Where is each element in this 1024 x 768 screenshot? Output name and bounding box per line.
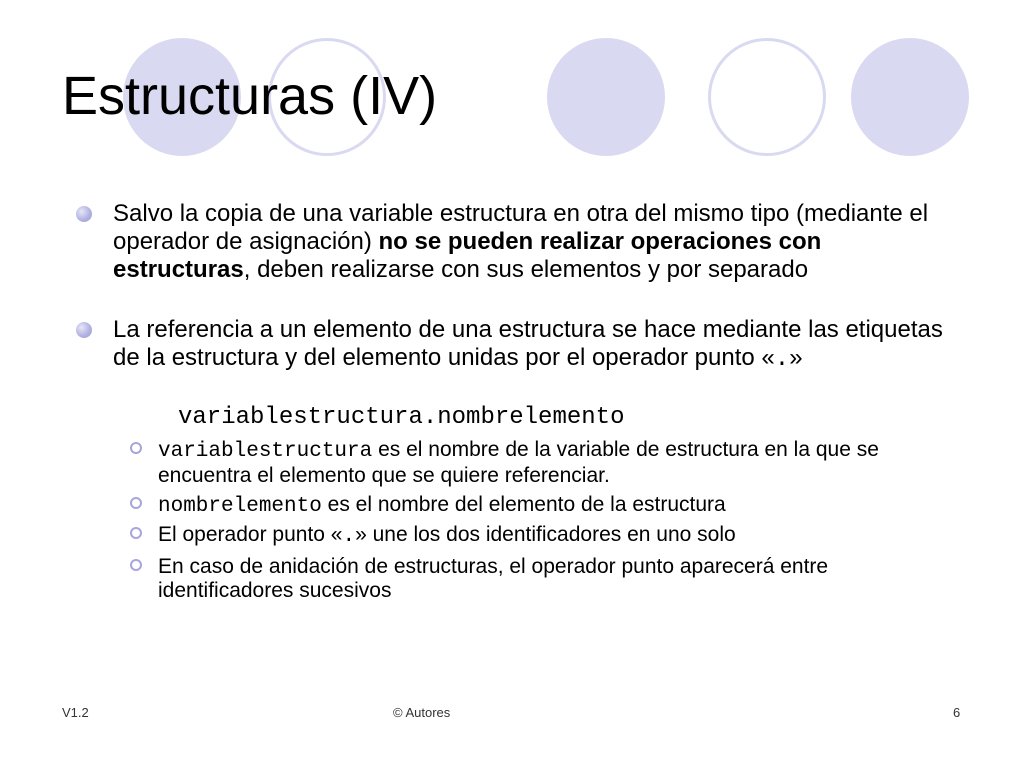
sub-bullet-text: es el nombre del elemento de la estructura (321, 493, 726, 516)
sub-bullet-dot-joins (158, 523, 948, 549)
dot-symbol: . (342, 525, 356, 548)
decor-circle-4 (708, 38, 826, 156)
sub-bullet-variablestructura (158, 438, 948, 488)
code-term: variablestructura (158, 440, 373, 463)
bullet-text: , deben realizarse con sus elementos y por separado (243, 256, 809, 283)
quote-close: » (789, 344, 803, 371)
bullet-copy-structures (113, 200, 943, 284)
bullet-dot-operator (113, 316, 943, 374)
bullet-bold-text: no se pueden realizar operaciones con estructuras (113, 228, 822, 283)
sub-bullet-text: En caso de anidación de estructuras, el operador punto aparecerá entre identificadores sucesivos (158, 555, 829, 602)
sub-bullet-text: es el nombre de la variable de estructura en la que se encuentra el elemento que se quiere referenciar. (158, 438, 879, 487)
sub-bullet-nombrelemento (158, 493, 948, 519)
dot-symbol: . (774, 346, 790, 373)
footer-page-number: 6 (953, 705, 961, 720)
sub-bullet-text: » une los dos identificadores en uno solo (355, 523, 736, 546)
decor-circle-5 (851, 38, 969, 156)
slide-title: Estructuras (IV) (62, 66, 438, 126)
bullet-text: La referencia a un elemento de una estructura se hace mediante las etiquetas de la estructura y del elemento unidas por el operador punto (113, 316, 943, 371)
sub-bullet-text: El operador punto « (158, 523, 343, 546)
footer-version: V1.2 (62, 705, 89, 720)
code-example: variablestructura.nombrelemento (178, 404, 625, 431)
quote-open: « (761, 344, 775, 371)
bullet-text: Salvo la copia de una variable estructura en otra del mismo tipo (mediante el operador de asignación) (113, 200, 929, 255)
sub-bullet-nesting (158, 555, 948, 603)
footer-copyright: © Autores (393, 705, 451, 720)
decor-circle-3 (547, 38, 665, 156)
code-term: nombrelemento (158, 495, 322, 518)
